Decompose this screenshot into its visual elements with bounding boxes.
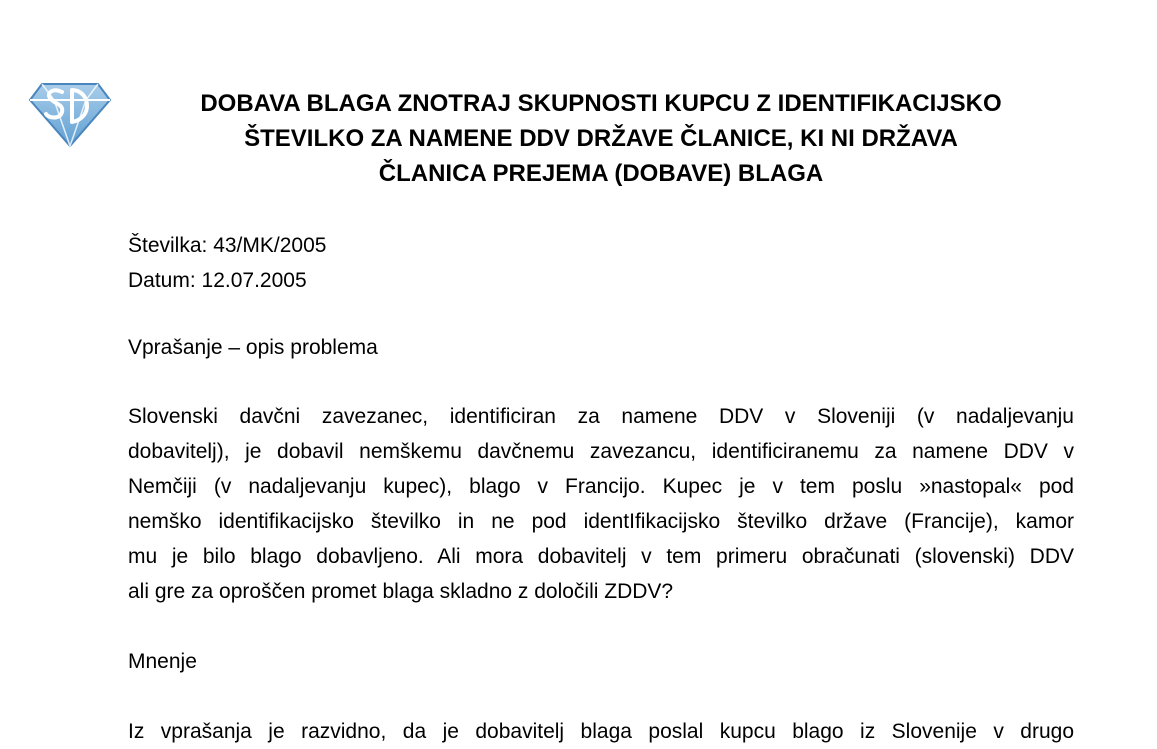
document-meta	[128, 228, 326, 298]
paragraph-line: mu je bilo blago dobavljeno. Ali mora dobavitelj v tem primeru obračunati (slovenski) DDV	[128, 545, 1074, 568]
paragraph-line: dobavitelj), je dobavil nemškemu davčnemu zavezancu, identificiranemu za namene DDV v	[128, 440, 1074, 463]
paragraph-line: Nemčiji (v nadaljevanju kupec), blago v Francijo. Kupec je v tem poslu »nastopal« pod	[128, 475, 1074, 498]
document-title	[128, 86, 1074, 191]
title-line: ŠTEVILKO ZA NAMENE DDV DRŽAVE ČLANICE, KI NI DRŽAVA	[244, 125, 958, 152]
sd-diamond-logo-icon	[28, 78, 112, 148]
opinion-heading: Mnenje	[128, 650, 197, 673]
paragraph-line: Slovenski davčni zavezanec, identificiran za namene DDV v Sloveniji (v nadaljevanju	[128, 405, 1074, 428]
question-heading: Vprašanje – opis problema	[128, 336, 378, 359]
document-date: Datum: 12.07.2005	[128, 269, 307, 292]
opinion-paragraph	[128, 714, 1074, 749]
paragraph-line: Iz vprašanja je razvidno, da je dobavitelj blaga poslal kupcu blago iz Slovenije v drugo	[128, 720, 1074, 743]
document-number: Številka: 43/MK/2005	[128, 234, 327, 257]
question-paragraph	[128, 399, 1074, 609]
title-line: DOBAVA BLAGA ZNOTRAJ SKUPNOSTI KUPCU Z IDENTIFIKACIJSKO	[200, 90, 1002, 117]
title-line: ČLANICA PREJEMA (DOBAVE) BLAGA	[378, 160, 824, 187]
paragraph-line: ali gre za oproščen promet blaga skladno z določili ZDDV?	[128, 580, 674, 603]
paragraph-line: nemško identifikacijsko številko in ne pod identIfikacijsko številko države (Francije), kamor	[128, 510, 1074, 533]
